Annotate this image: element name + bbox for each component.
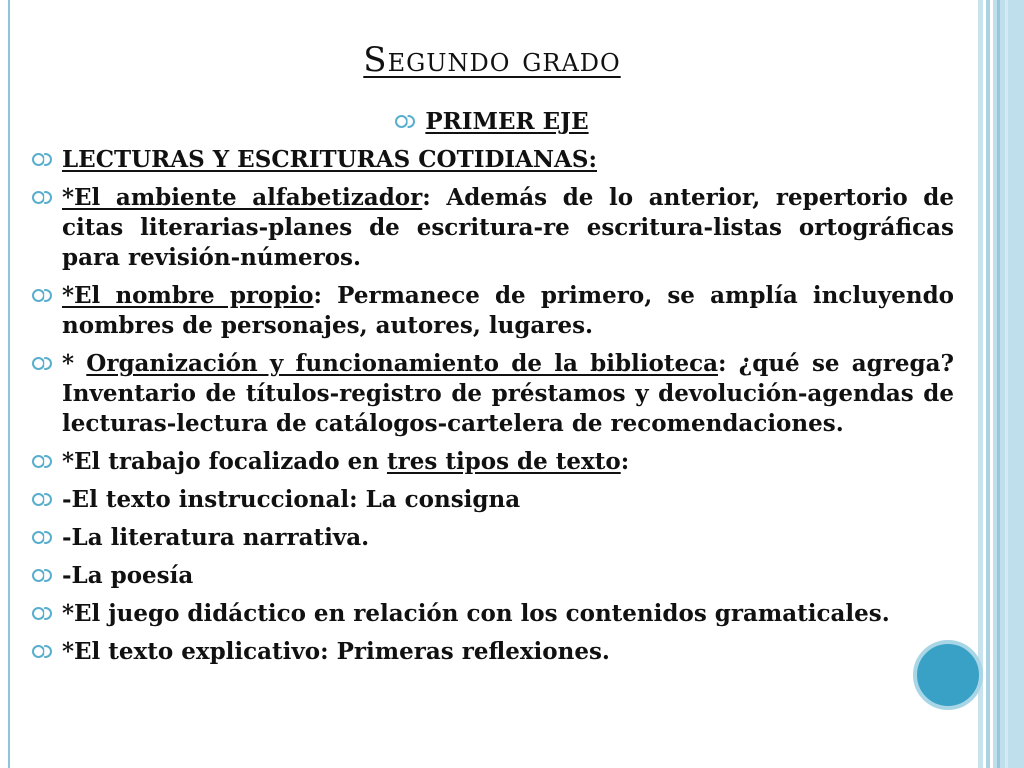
list-item: -La poesía [30, 561, 954, 591]
bullet-icon [32, 357, 45, 370]
bullet-icon [32, 191, 45, 204]
list-item: *El nombre propio: Permanece de primero, se amplía incluyendo nombres de personajes, autores, lugares. [30, 281, 954, 341]
list-item-heading: PRIMER EJE [30, 107, 954, 137]
bullet-icon [32, 645, 45, 658]
list-item: -La literatura narrativa. [30, 523, 954, 553]
bullet-icon [32, 607, 45, 620]
bullet-icon [32, 455, 45, 468]
decorative-circle [913, 640, 983, 710]
list-item: *El texto explicativo: Primeras reflexiones. [30, 637, 954, 667]
bullet-list [30, 107, 954, 675]
list-item: *El ambiente alfabetizador: Además de lo anterior, repertorio de citas literarias-planes de escritura-re escritura-listas ortográficas para revisión-números. [30, 183, 954, 273]
bullet-icon [32, 531, 45, 544]
slide-title: Segundo grado [363, 40, 621, 80]
list-item: *El trabajo focalizado en tres tipos de texto: [30, 447, 954, 477]
bullet-icon [32, 153, 45, 166]
list-item: * Organización y funcionamiento de la biblioteca: ¿qué se agrega? Inventario de títulos-registro de préstamos y devolución-agendas de lecturas-lectura de catálogos-cartelera de recomendaciones. [30, 349, 954, 439]
bullet-icon [32, 289, 45, 302]
list-item: -El texto instruccional: La consigna [30, 485, 954, 515]
left-frame-line [8, 0, 10, 768]
right-decorative-frame [978, 0, 1024, 768]
list-item: LECTURAS Y ESCRITURAS COTIDIANAS: [30, 145, 954, 175]
bullet-icon [32, 493, 45, 506]
bullet-icon [32, 569, 45, 582]
bullet-icon [395, 115, 408, 128]
list-item: *El juego didáctico en relación con los contenidos gramaticales. [30, 599, 954, 629]
